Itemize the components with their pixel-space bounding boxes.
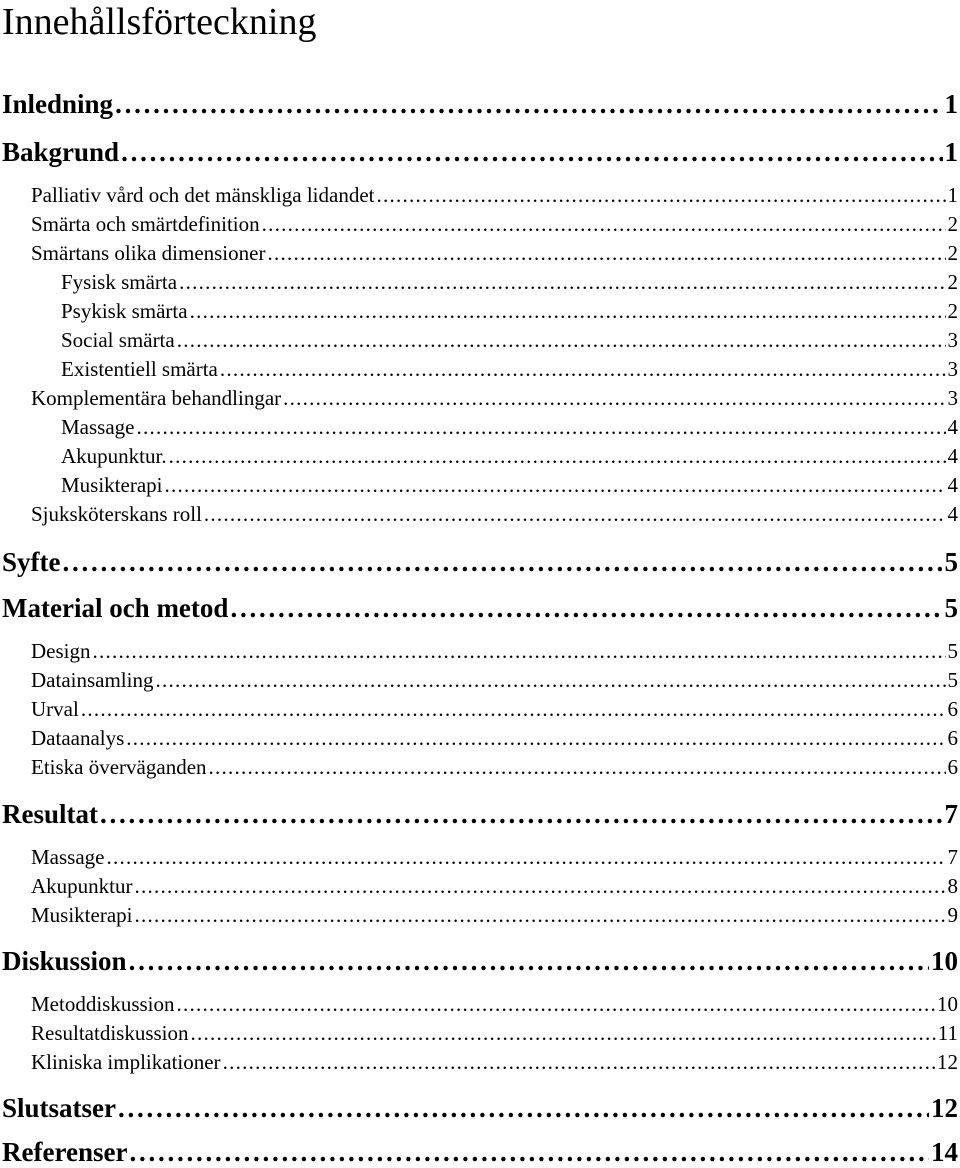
toc-entry-page: 3 (947, 357, 958, 381)
toc-entry-label: Existentiell smärta (61, 357, 218, 381)
toc-entry-resultat-musikterapi[interactable] (31, 902, 958, 928)
toc-entry-label: Musikterapi (31, 903, 133, 927)
toc-entry-massage[interactable] (61, 414, 958, 440)
dot-leader (62, 546, 942, 578)
toc-entry-urval[interactable] (31, 696, 958, 722)
toc-entry-label: Smärtans olika dimensioner (31, 241, 266, 265)
dot-leader (136, 414, 945, 440)
toc-entry-design[interactable] (31, 638, 958, 664)
toc-entry-page: 10 (937, 992, 958, 1016)
toc-entry-label: Massage (61, 415, 135, 439)
toc-entry-label: Fysisk smärta (61, 270, 178, 294)
toc-entry-page: 6 (947, 726, 958, 750)
toc-entry-komplementara-behandlingar[interactable] (31, 385, 958, 411)
dot-leader (100, 798, 943, 830)
toc-entry-page: 2 (947, 299, 958, 323)
toc-entry-metoddiskussion[interactable] (31, 991, 958, 1017)
toc-entry-label: Material och metod (2, 593, 229, 623)
toc-entry-resultat-massage[interactable] (31, 844, 958, 870)
page-title: Innehållsförteckning (2, 1, 317, 43)
toc-entry-page: 5 (944, 593, 958, 623)
toc-entry-page: 10 (931, 946, 958, 976)
toc-entry-psykisk-smarta[interactable] (61, 298, 958, 324)
toc-entry-sjukskoterskans-roll[interactable] (31, 501, 958, 527)
dot-leader (134, 902, 945, 928)
toc-entry-label: Psykisk smärta (61, 299, 188, 323)
toc-entry-resultat-akupunktur[interactable] (31, 873, 958, 899)
toc-entry-slutsatser[interactable] (2, 1092, 958, 1124)
toc-entry-bakgrund[interactable] (2, 136, 958, 168)
dot-leader (118, 1092, 929, 1124)
dot-leader (230, 592, 942, 624)
toc-entry-label: Syfte (2, 547, 61, 577)
toc-entry-diskussion[interactable] (2, 945, 958, 977)
toc-entry-page: 12 (931, 1093, 958, 1123)
toc-entry-label: Bakgrund (2, 137, 120, 167)
toc-entry-page: 12 (937, 1050, 958, 1074)
dot-leader (129, 1136, 929, 1168)
dot-leader (204, 501, 946, 527)
toc-entry-label: Slutsatser (2, 1093, 116, 1123)
toc-entry-label: Resultat (2, 799, 98, 829)
dot-leader (177, 327, 946, 353)
toc-entry-label: Datainsamling (31, 668, 154, 692)
toc-entry-syfte[interactable] (2, 546, 958, 578)
toc-entry-page: 1 (944, 89, 958, 119)
toc-entry-page: 4 (947, 473, 958, 497)
dot-leader (115, 88, 942, 120)
toc-entry-label: Metoddiskussion (31, 992, 175, 1016)
toc-entry-page: 7 (944, 799, 958, 829)
toc-entry-page: 4 (947, 415, 958, 439)
toc-entry-page: 9 (947, 903, 958, 927)
toc-entry-label: Dataanalys (31, 726, 125, 750)
toc-entry-page: 2 (947, 241, 958, 265)
toc-entry-page: 8 (947, 874, 958, 898)
toc-entry-existentiell-smarta[interactable] (61, 356, 958, 382)
toc-entry-label: Kliniska implikationer (31, 1050, 221, 1074)
dot-leader (191, 1020, 936, 1046)
dot-leader (377, 182, 946, 208)
dot-leader (121, 136, 942, 168)
dot-leader (164, 472, 945, 498)
toc-entry-palliativ-vard[interactable] (31, 182, 958, 208)
dot-leader (190, 298, 946, 324)
toc-entry-page: 4 (947, 502, 958, 526)
toc-entry-resultatdiskussion[interactable] (31, 1020, 958, 1046)
toc-entry-label: Akupunktur (31, 874, 133, 898)
toc-entry-material-och-metod[interactable] (2, 592, 958, 624)
toc-entry-label: Sjuksköterskans roll (31, 502, 202, 526)
toc-entry-etiska-overvaganden[interactable] (31, 754, 958, 780)
toc-entry-smarta-och-smartdefinition[interactable] (31, 211, 958, 237)
toc-entry-page: 14 (931, 1137, 958, 1167)
toc-entry-page: 1 (947, 183, 958, 207)
toc-entry-dataanalys[interactable] (31, 725, 958, 751)
dot-leader (155, 667, 945, 693)
toc-entry-page: 11 (937, 1021, 958, 1045)
dot-leader (169, 443, 946, 469)
toc-entry-page: 6 (947, 697, 958, 721)
toc-entry-page: 6 (947, 755, 958, 779)
dot-leader (177, 991, 935, 1017)
toc-entry-inledning[interactable] (2, 88, 958, 120)
toc-entry-resultat[interactable] (2, 798, 958, 830)
toc-entry-page: 2 (947, 270, 958, 294)
toc-entry-label: Smärta och smärtdefinition (31, 212, 260, 236)
dot-leader (93, 638, 946, 664)
dot-leader (135, 873, 946, 899)
toc-entry-label: Referenser (2, 1137, 128, 1167)
toc-entry-page: 3 (947, 328, 958, 352)
toc-entry-smartans-dimensioner[interactable] (31, 240, 958, 266)
toc-entry-label: Diskussion (2, 946, 127, 976)
toc-entry-label: Inledning (2, 89, 114, 119)
toc-entry-page: 4 (947, 444, 958, 468)
toc-entry-label: Massage (31, 845, 105, 869)
dot-leader (106, 844, 945, 870)
toc-entry-social-smarta[interactable] (61, 327, 958, 353)
toc-entry-label: Social smärta (61, 328, 175, 352)
toc-entry-label: Etiska överväganden (31, 755, 207, 779)
toc-entry-label: Design (31, 639, 91, 663)
dot-leader (262, 211, 946, 237)
toc-entry-label: Akupunktur. (61, 444, 167, 468)
dot-leader (126, 725, 945, 751)
dot-leader (223, 1049, 935, 1075)
toc-entry-kliniska-implikationer[interactable] (31, 1049, 958, 1075)
toc-entry-page: 5 (947, 668, 958, 692)
dot-leader (220, 356, 946, 382)
toc-entry-label: Urval (31, 697, 79, 721)
toc-entry-datainsamling[interactable] (31, 667, 958, 693)
dot-leader (267, 240, 945, 266)
dot-leader (283, 385, 945, 411)
toc-entry-label: Resultatdiskussion (31, 1021, 189, 1045)
dot-leader (81, 696, 946, 722)
toc-entry-musikterapi[interactable] (61, 472, 958, 498)
toc-entry-page: 2 (947, 212, 958, 236)
toc-entry-akupunktur[interactable] (61, 443, 958, 469)
toc-entry-label: Palliativ vård och det mänskliga lidandet (31, 183, 375, 207)
toc-entry-fysisk-smarta[interactable] (61, 269, 958, 295)
toc-entry-page: 5 (944, 547, 958, 577)
toc-entry-referenser[interactable] (2, 1136, 958, 1168)
dot-leader (179, 269, 945, 295)
toc-entry-page: 5 (947, 639, 958, 663)
dot-leader (129, 945, 929, 977)
dot-leader (209, 754, 946, 780)
toc-entry-page: 3 (947, 386, 958, 410)
toc-entry-page: 7 (947, 845, 958, 869)
toc-entry-label: Musikterapi (61, 473, 163, 497)
toc-entry-label: Komplementära behandlingar (31, 386, 282, 410)
toc-entry-page: 1 (944, 137, 958, 167)
